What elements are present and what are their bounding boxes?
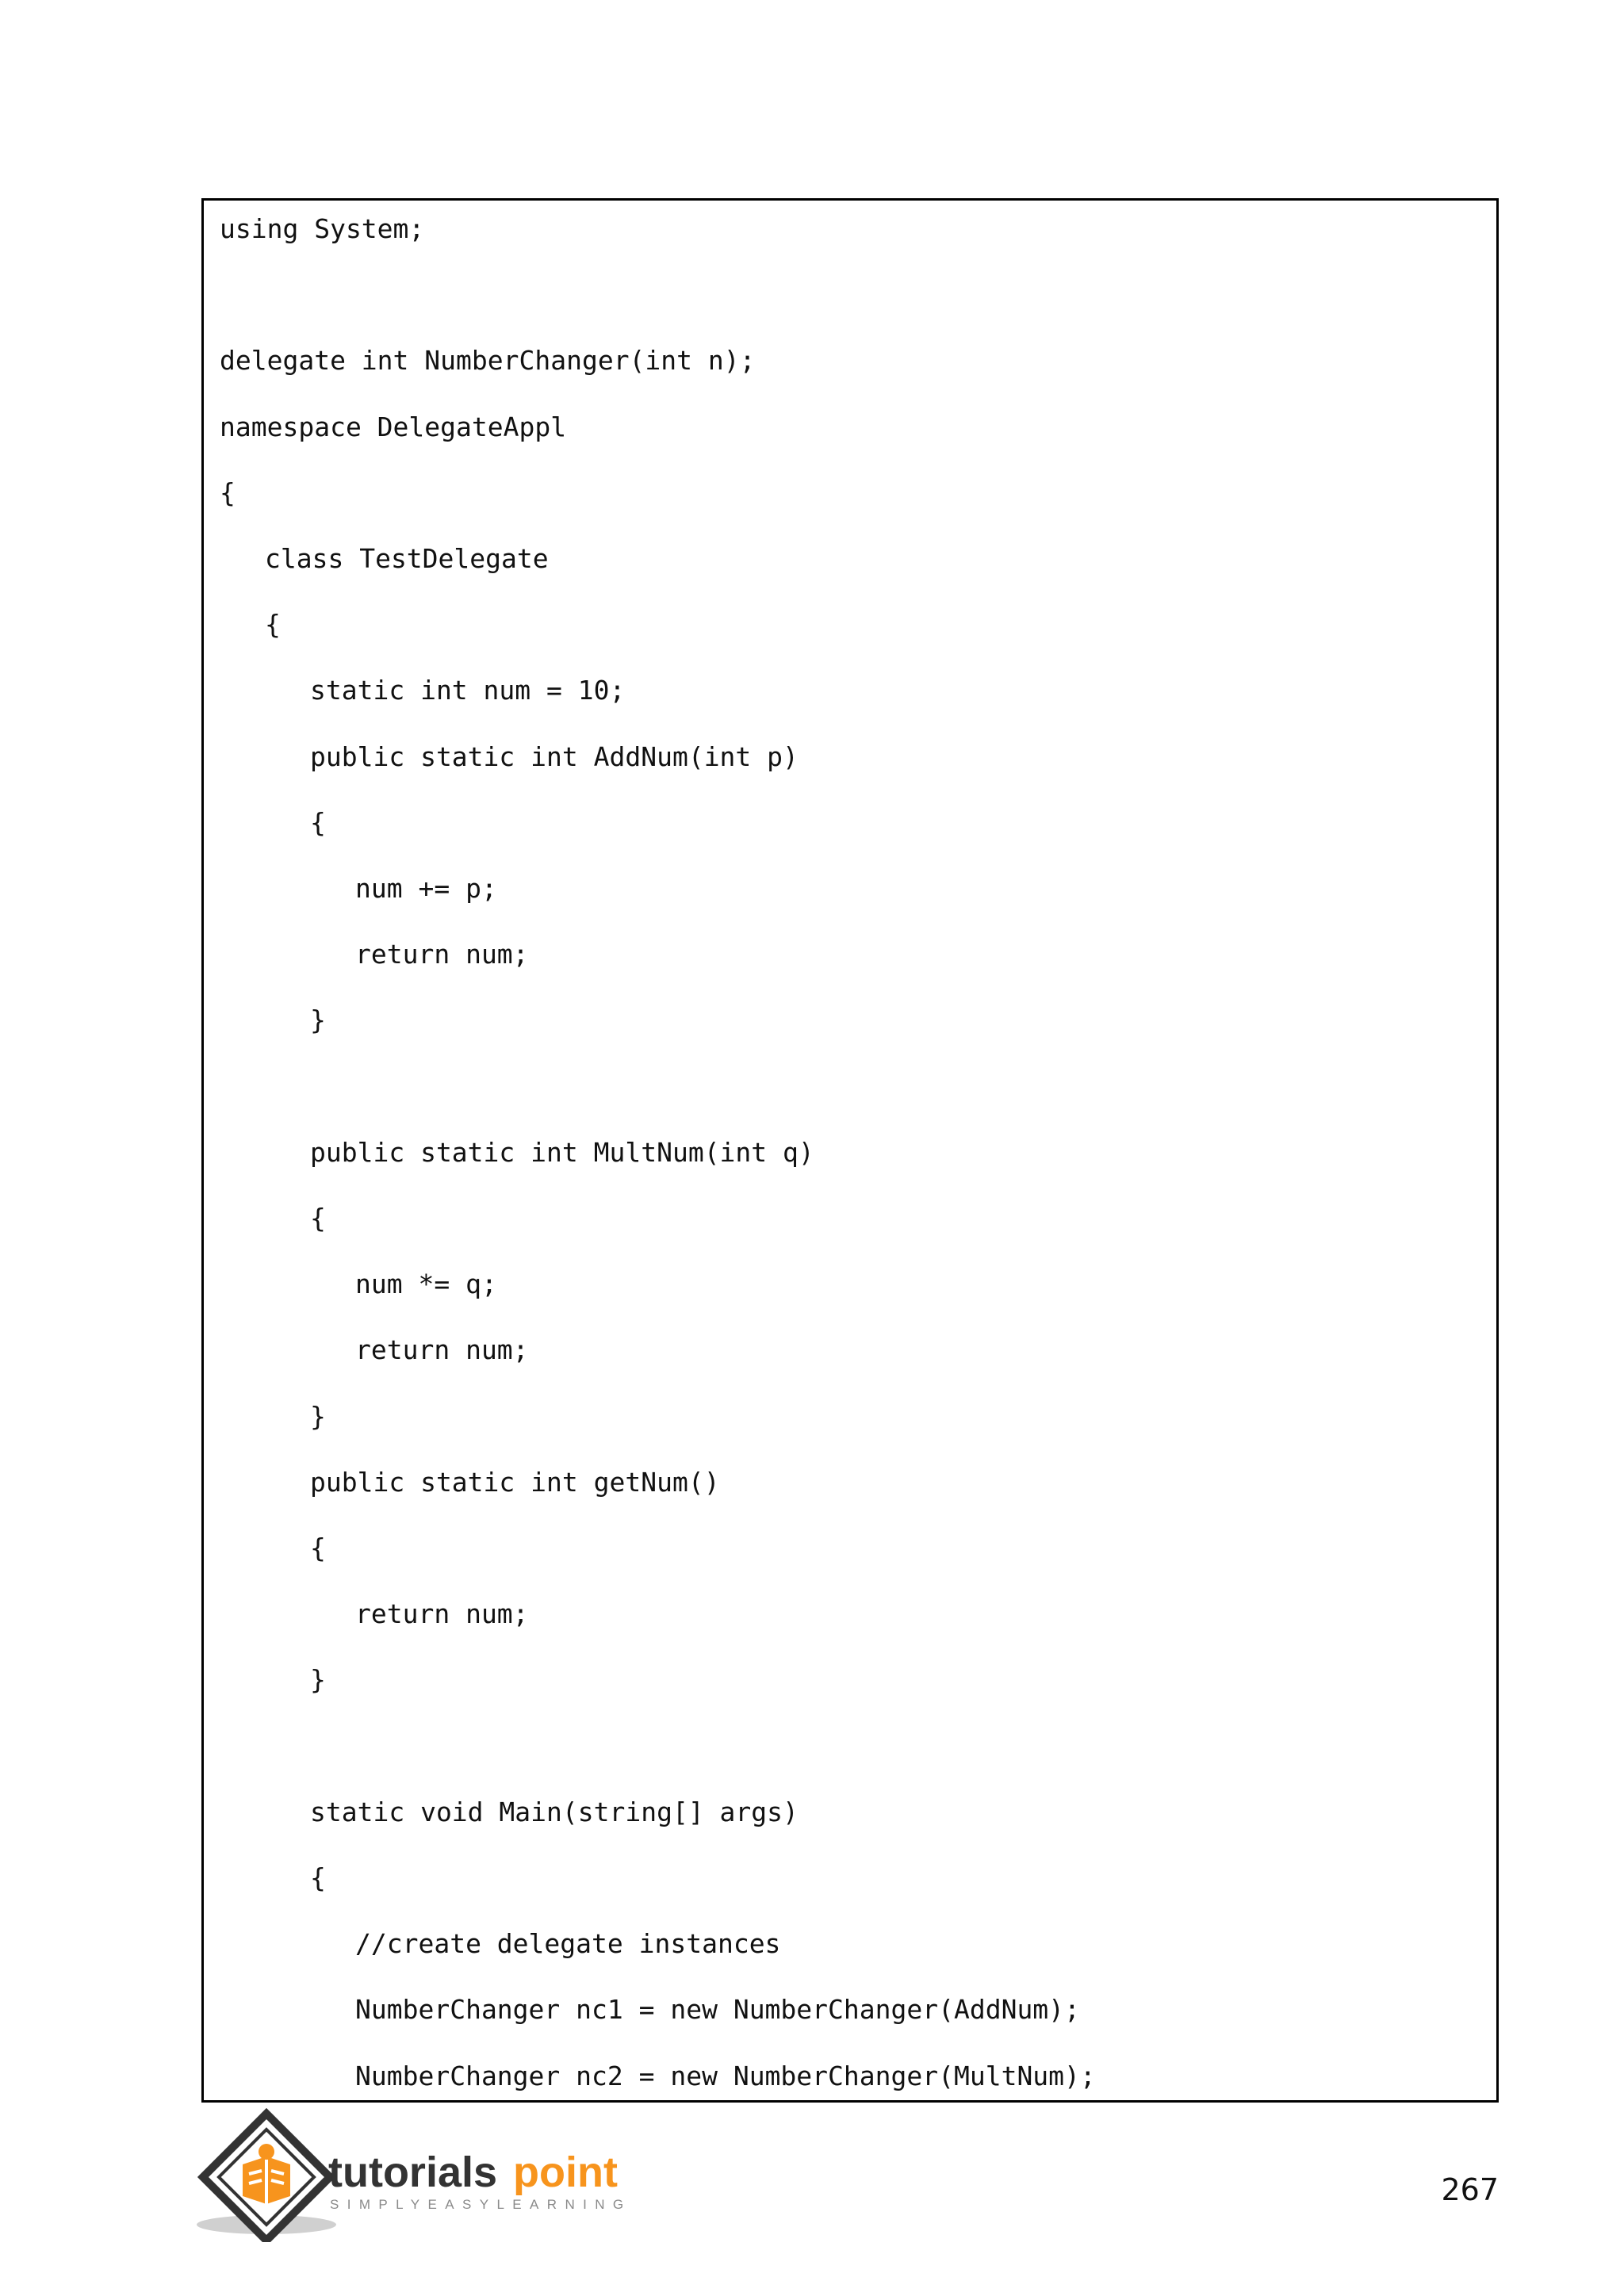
code-line: } <box>310 1400 326 1432</box>
code-line: return num; <box>355 1598 529 1630</box>
code-line: public static int AddNum(int p) <box>310 740 799 772</box>
code-line: class TestDelegate <box>265 543 549 574</box>
code-line: static int num = 10; <box>310 675 626 706</box>
page-number: 267 <box>1441 2172 1499 2207</box>
code-line: //create delegate instances <box>355 1928 781 1960</box>
code-line: public static int getNum() <box>310 1466 720 1498</box>
code-line: { <box>265 609 281 641</box>
logo-tagline: SIMPLYEASYLEARNING <box>330 2197 632 2212</box>
code-line: } <box>310 1004 326 1036</box>
code-line: namespace DelegateAppl <box>220 411 567 442</box>
code-listing <box>201 198 1499 2103</box>
code-line: } <box>310 1664 326 1696</box>
logo-word-tutorials: tutorials <box>328 2149 498 2196</box>
code-line: public static int MultNum(int q) <box>310 1136 814 1168</box>
code-line: { <box>310 1203 326 1234</box>
code-line: { <box>310 806 326 838</box>
code-line: static void Main(string[] args) <box>310 1796 799 1827</box>
tutorialspoint-logo <box>193 2107 653 2242</box>
code-line: { <box>220 476 236 508</box>
code-line: NumberChanger nc2 = new NumberChanger(MultNum); <box>355 2060 1096 2091</box>
code-line: using System; <box>220 213 425 244</box>
code-line: { <box>310 1533 326 1563</box>
code-line: { <box>310 1862 326 1893</box>
logo-word-point: point <box>513 2149 618 2196</box>
code-line: NumberChanger nc1 = new NumberChanger(AddNum); <box>355 1994 1080 2026</box>
code-line: return num; <box>355 939 529 970</box>
code-line: return num; <box>355 1334 529 1366</box>
code-line: num += p; <box>355 873 497 904</box>
code-line: delegate int NumberChanger(int n); <box>220 345 756 377</box>
code-line: num *= q; <box>355 1269 497 1300</box>
